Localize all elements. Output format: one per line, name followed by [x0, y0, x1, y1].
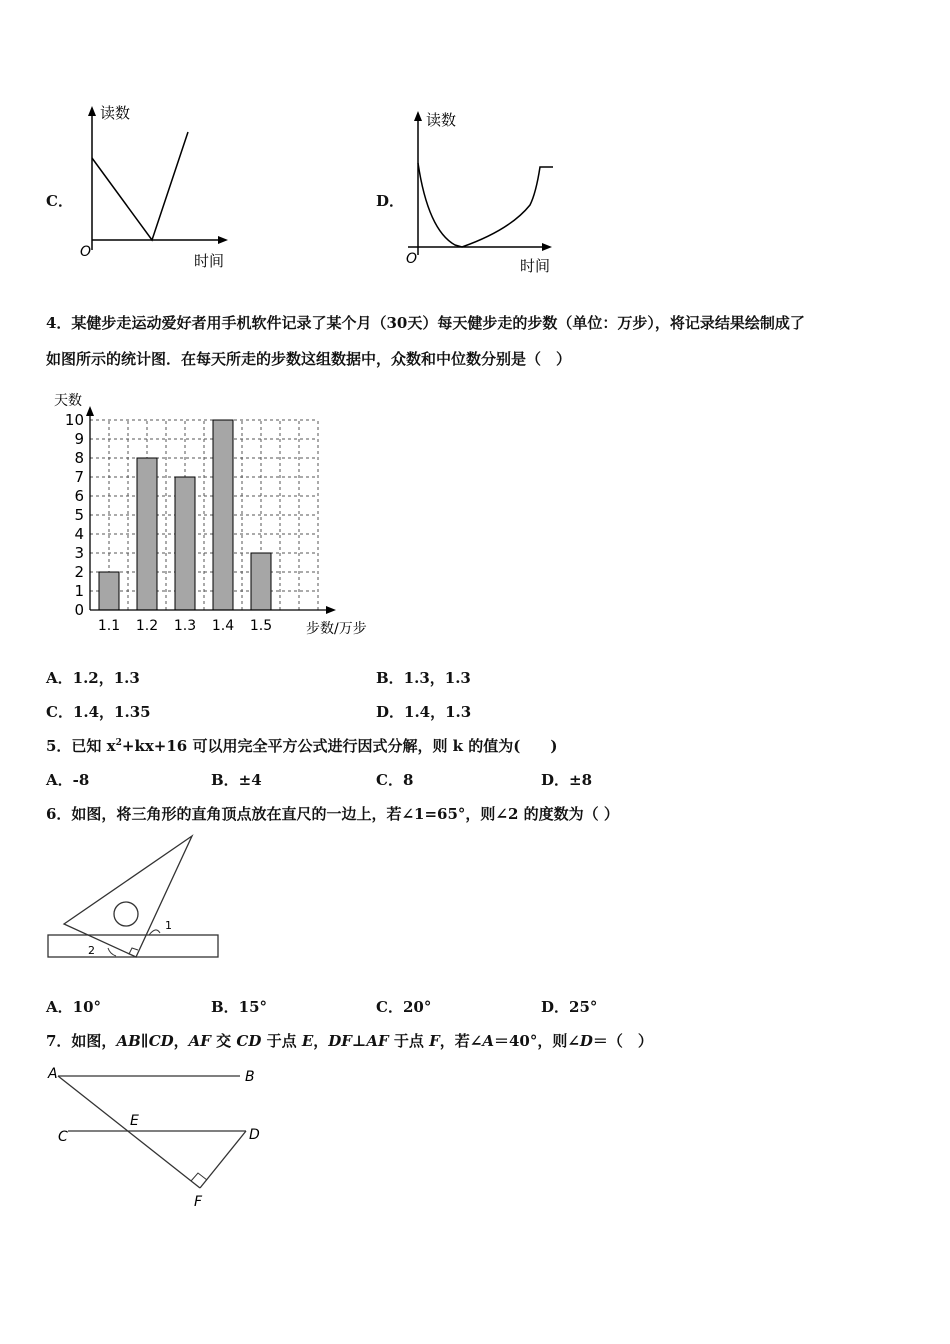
x-tick-label: 1.3 [173, 618, 197, 634]
bar-1.2 [137, 458, 157, 610]
graph-d-origin: O [406, 251, 418, 267]
q5-stem: 5．已知 $x^2+kx+16$ 可以用完全平方公式进行因式分解，则 k 的值为( ) [46, 737, 558, 755]
graph-c-ylabel: 读数 [100, 104, 131, 122]
y-tick-label: 5 [74, 506, 84, 524]
option-c-label[interactable]: C． [46, 192, 73, 210]
q6-figure [44, 830, 229, 965]
point-a: A [48, 1066, 58, 1082]
q5-option-a[interactable]: A．-8 [46, 771, 90, 789]
point-d: D [249, 1127, 260, 1143]
option-d-label[interactable]: D． [376, 192, 405, 210]
y-tick-label: 1 [74, 582, 84, 600]
q6-option-a[interactable]: A．10° [46, 998, 102, 1016]
chart-bars [99, 420, 271, 610]
q7-figure [44, 1060, 274, 1215]
bar-chart [50, 390, 390, 645]
y-tick-label: 7 [74, 468, 84, 486]
ruler [48, 935, 218, 957]
graph-c [70, 100, 240, 275]
point-c: C [58, 1129, 68, 1145]
graph-c-origin: O [80, 244, 92, 260]
x-axis-arrow [326, 606, 336, 614]
point-f: F [194, 1194, 203, 1210]
q6-option-c[interactable]: C．20° [376, 998, 432, 1016]
angle2-label: 2 [88, 944, 95, 957]
graph-d-ylabel: 读数 [426, 111, 457, 129]
x-tick-label: 1.4 [211, 618, 235, 634]
q5-option-c[interactable]: C．8 [376, 771, 414, 789]
q4-option-a[interactable]: A．1.2，1.3 [46, 669, 140, 687]
q6-stem: 6．如图，将三角形的直角顶点放在直尺的一边上，若∠1=65°，则∠2 的度数为（ ） [46, 805, 619, 823]
x-tick-label: 1.1 [97, 618, 121, 634]
line-af [58, 1076, 200, 1188]
y-tick-label: 8 [74, 449, 84, 467]
bar-1.1 [99, 572, 119, 610]
y-tick-label: 6 [74, 487, 84, 505]
y-tick-label: 2 [74, 563, 84, 581]
q5-option-b[interactable]: B．±4 [211, 771, 262, 789]
bar-1.5 [251, 553, 271, 610]
y-tick-label: 0 [74, 601, 84, 619]
q4-option-b[interactable]: B．1.3，1.3 [376, 669, 471, 687]
q6-option-b[interactable]: B．15° [211, 998, 268, 1016]
q4-stem-line1: 4．某健步走运动爱好者用手机软件记录了某个月（30天）每天健步走的步数（单位：万步），将记录结果绘制成了 [46, 314, 805, 332]
graph-c-curve [92, 132, 188, 240]
bar-1.4 [213, 420, 233, 610]
point-b: B [245, 1069, 255, 1085]
x-tick-label: 1.2 [135, 618, 159, 634]
chart-ylabel: 天数 [54, 393, 82, 409]
y-axis-arrow [86, 406, 94, 416]
graph-c-xlabel: 时间 [194, 252, 225, 270]
chart-axes [86, 406, 336, 614]
bar-1.3 [175, 477, 195, 610]
q4-option-d[interactable]: D．1.4，1.3 [376, 703, 472, 721]
y-tick-label: 10 [64, 411, 84, 429]
chart-xlabel: 步数/万步 [306, 621, 367, 637]
q5-option-d[interactable]: D．±8 [541, 771, 593, 789]
y-tick-label: 3 [74, 544, 84, 562]
q6-option-d[interactable]: D．25° [541, 998, 598, 1016]
graph-d-xlabel: 时间 [520, 257, 551, 275]
chart-grid [90, 420, 318, 610]
q4-stem-line2: 如图所示的统计图．在每天所走的步数这组数据中，众数和中位数分别是（ ） [46, 350, 572, 368]
graph-d [400, 105, 570, 280]
y-tick-label: 4 [74, 525, 84, 543]
q7-stem: 7．如图，AB∥CD，AF 交 CD 于点 E，DF⊥AF 于点 F，若∠A＝40°，则∠D＝（ ） [46, 1032, 653, 1050]
graph-d-curve [418, 163, 553, 247]
y-tick-label: 9 [74, 430, 84, 448]
triangle-ruler [64, 836, 192, 957]
x-tick-label: 1.5 [249, 618, 273, 634]
q4-option-c[interactable]: C．1.4，1.35 [46, 703, 151, 721]
angle1-label: 1 [165, 919, 172, 932]
point-e: E [130, 1113, 139, 1129]
chart-tick-labels [65, 411, 272, 634]
